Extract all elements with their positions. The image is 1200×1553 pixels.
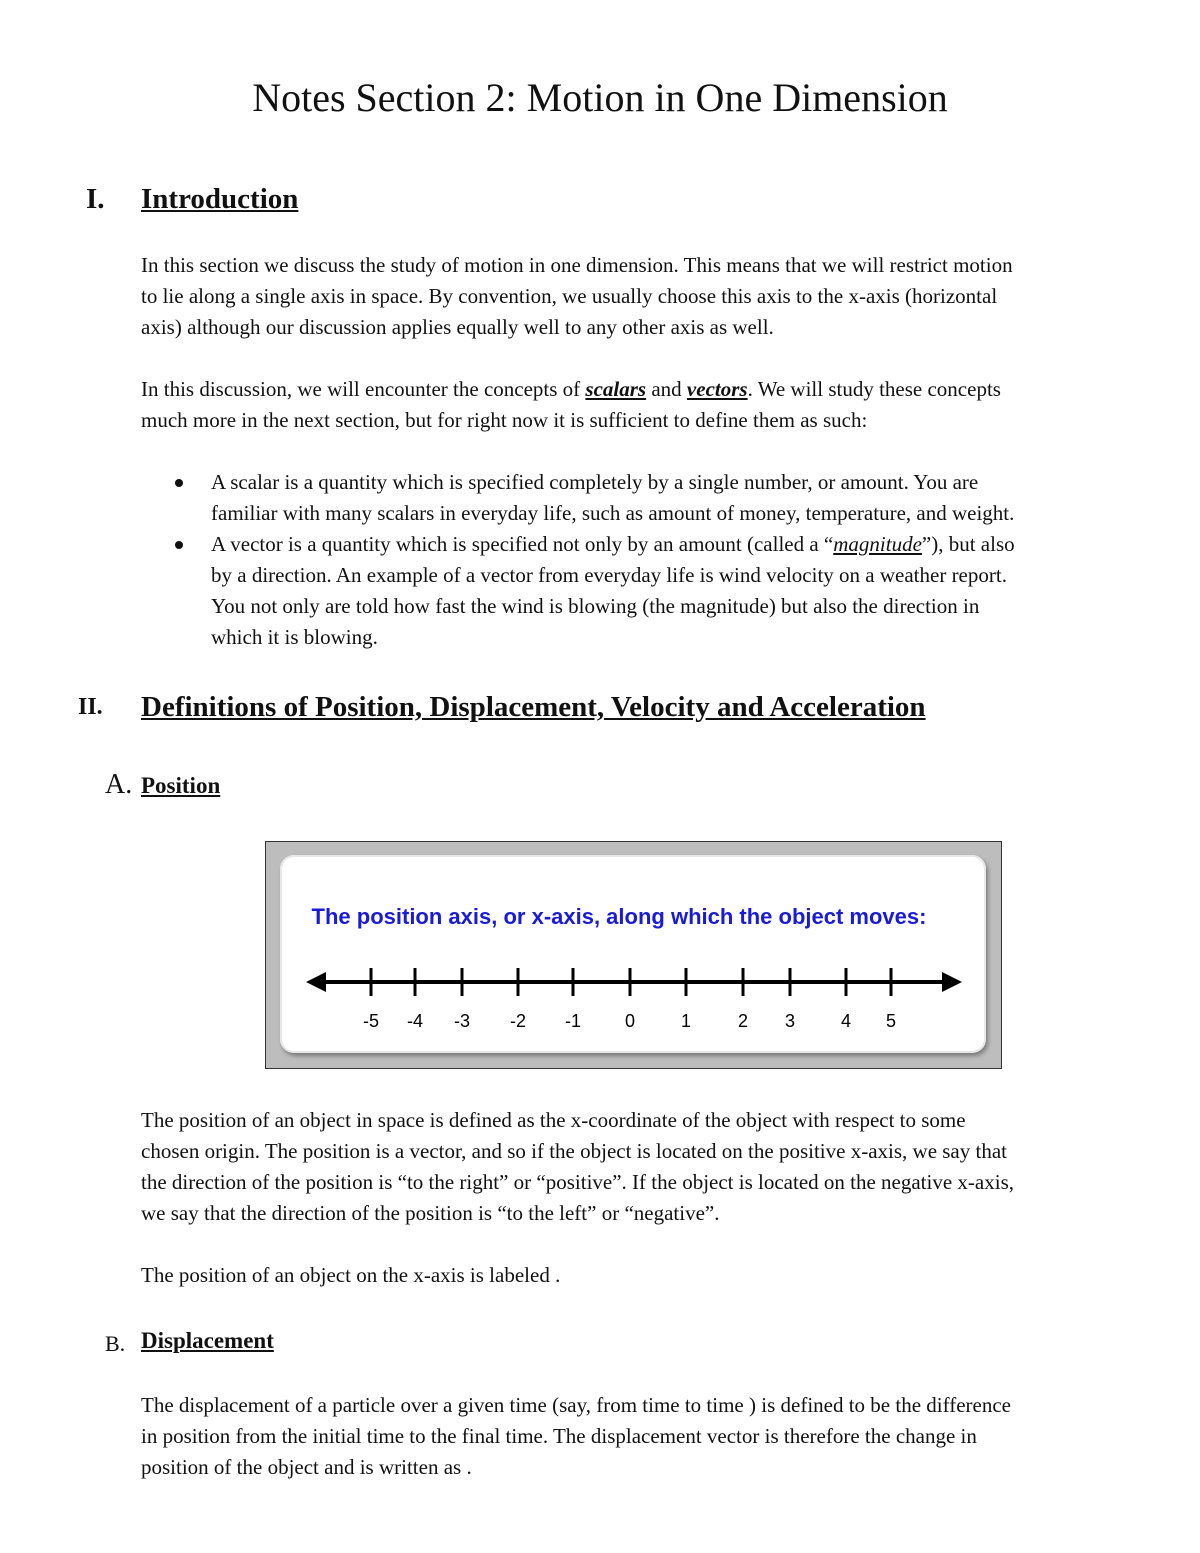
position-paragraph-1 (141, 1105, 1141, 1229)
text-line: which it is blowing. (211, 625, 378, 649)
axis-tick-label: -1 (564, 1011, 582, 1031)
axis-tick-label: 1 (680, 1011, 692, 1031)
text-line: chosen origin. The position is a vector, and so if the object is located on the positive x-axis, we say that (141, 1139, 1007, 1163)
axis-tick-label: 4 (840, 1011, 852, 1031)
bullet-scalar (211, 467, 1151, 529)
axis-tick-label: 2 (737, 1011, 749, 1031)
bullet-icon (175, 479, 183, 487)
text-line: position of the object and is written as . (141, 1455, 472, 1479)
page-title: Notes Section 2: Motion in One Dimension (252, 75, 948, 120)
text-line: The displacement of a particle over a given time (say, from time to time ) is defined to be the difference (141, 1393, 1012, 1417)
right-arrow-icon (942, 972, 962, 992)
axis-tick-label: -3 (453, 1011, 471, 1031)
axis-ticks (363, 968, 896, 1031)
intro-paragraph-2 (141, 374, 1141, 436)
text-line: in position from the initial time to the final time. The displacement vector is therefore the change in (141, 1424, 977, 1448)
position-paragraph-2 (141, 1260, 1141, 1291)
text-line: to lie along a single axis in space. By convention, we usually choose this axis to the x-axis (horizontal (141, 284, 998, 308)
section-1-heading: Introduction (141, 183, 299, 215)
text-line: familiar with many scalars in everyday life, such as amount of money, temperature, and weight. (211, 501, 1015, 525)
keyword-vectors: vectors (686, 377, 748, 401)
text-line (211, 529, 1151, 560)
text-line: You not only are told how fast the wind is blowing (the magnitude) but also the direction in (211, 594, 980, 618)
figure-card (280, 855, 986, 1053)
bullet-vector (211, 529, 1151, 653)
text-line: we say that the direction of the position is “to the left” or “negative”. (141, 1201, 720, 1225)
text-line: by a direction. An example of a vector from everyday life is wind velocity on a weather report. (211, 563, 1007, 587)
text-line: much more in the next section, but for right now it is sufficient to define them as such: (141, 408, 868, 432)
text-line: A scalar is a quantity which is specified completely by a single number, or amount. You are (211, 470, 979, 494)
subsection-b-letter: B. (105, 1331, 126, 1356)
axis-tick-label: 3 (784, 1011, 796, 1031)
text-fragment: A vector is a quantity which is specified not only by an amount (called a “ (211, 532, 834, 556)
text-fragment: ”), but also (921, 532, 1015, 556)
subsection-a-heading: Position (141, 773, 221, 798)
section-1-numeral: I. (86, 183, 105, 215)
text-line: The position of an object in space is defined as the x-coordinate of the object with respect to some (141, 1108, 966, 1132)
text-line: axis) although our discussion applies equally well to any other axis as well. (141, 315, 774, 339)
left-arrow-icon (306, 972, 326, 992)
section-2-heading: Definitions of Position, Displacement, Velocity and Acceleration (141, 691, 926, 723)
axis-tick-label: -2 (509, 1011, 527, 1031)
text-fragment: . We will study these concepts (747, 377, 1001, 401)
keyword-magnitude: magnitude (833, 532, 922, 556)
figure-caption: The position axis, or x-axis, along which the object moves: (311, 904, 927, 929)
text-line: In this section we discuss the study of motion in one dimension. This means that we will restrict motion (141, 253, 1013, 277)
text-fragment: In this discussion, we will encounter the concepts of (141, 377, 586, 401)
number-line-svg (280, 855, 986, 1053)
axis-tick-label: -4 (406, 1011, 424, 1031)
keyword-scalars: scalars (585, 377, 647, 401)
axis-tick-label: 5 (885, 1011, 897, 1031)
intro-paragraph-1 (141, 250, 1141, 343)
text-line: the direction of the position is “to the right” or “positive”. If the object is located on the negative x-axis, (141, 1170, 1014, 1194)
bullet-icon (175, 541, 183, 549)
position-axis-figure (265, 841, 1002, 1069)
text-fragment: and (646, 377, 687, 401)
subsection-b-heading: Displacement (141, 1328, 274, 1353)
section-2-numeral: II. (78, 694, 103, 720)
text-line (141, 374, 1141, 405)
axis-tick-label: -5 (362, 1011, 380, 1031)
subsection-a-letter: A. (105, 769, 133, 800)
text-line: The position of an object on the x-axis is labeled . (141, 1263, 561, 1287)
axis-tick-label: 0 (624, 1011, 636, 1031)
displacement-paragraph (141, 1390, 1141, 1483)
